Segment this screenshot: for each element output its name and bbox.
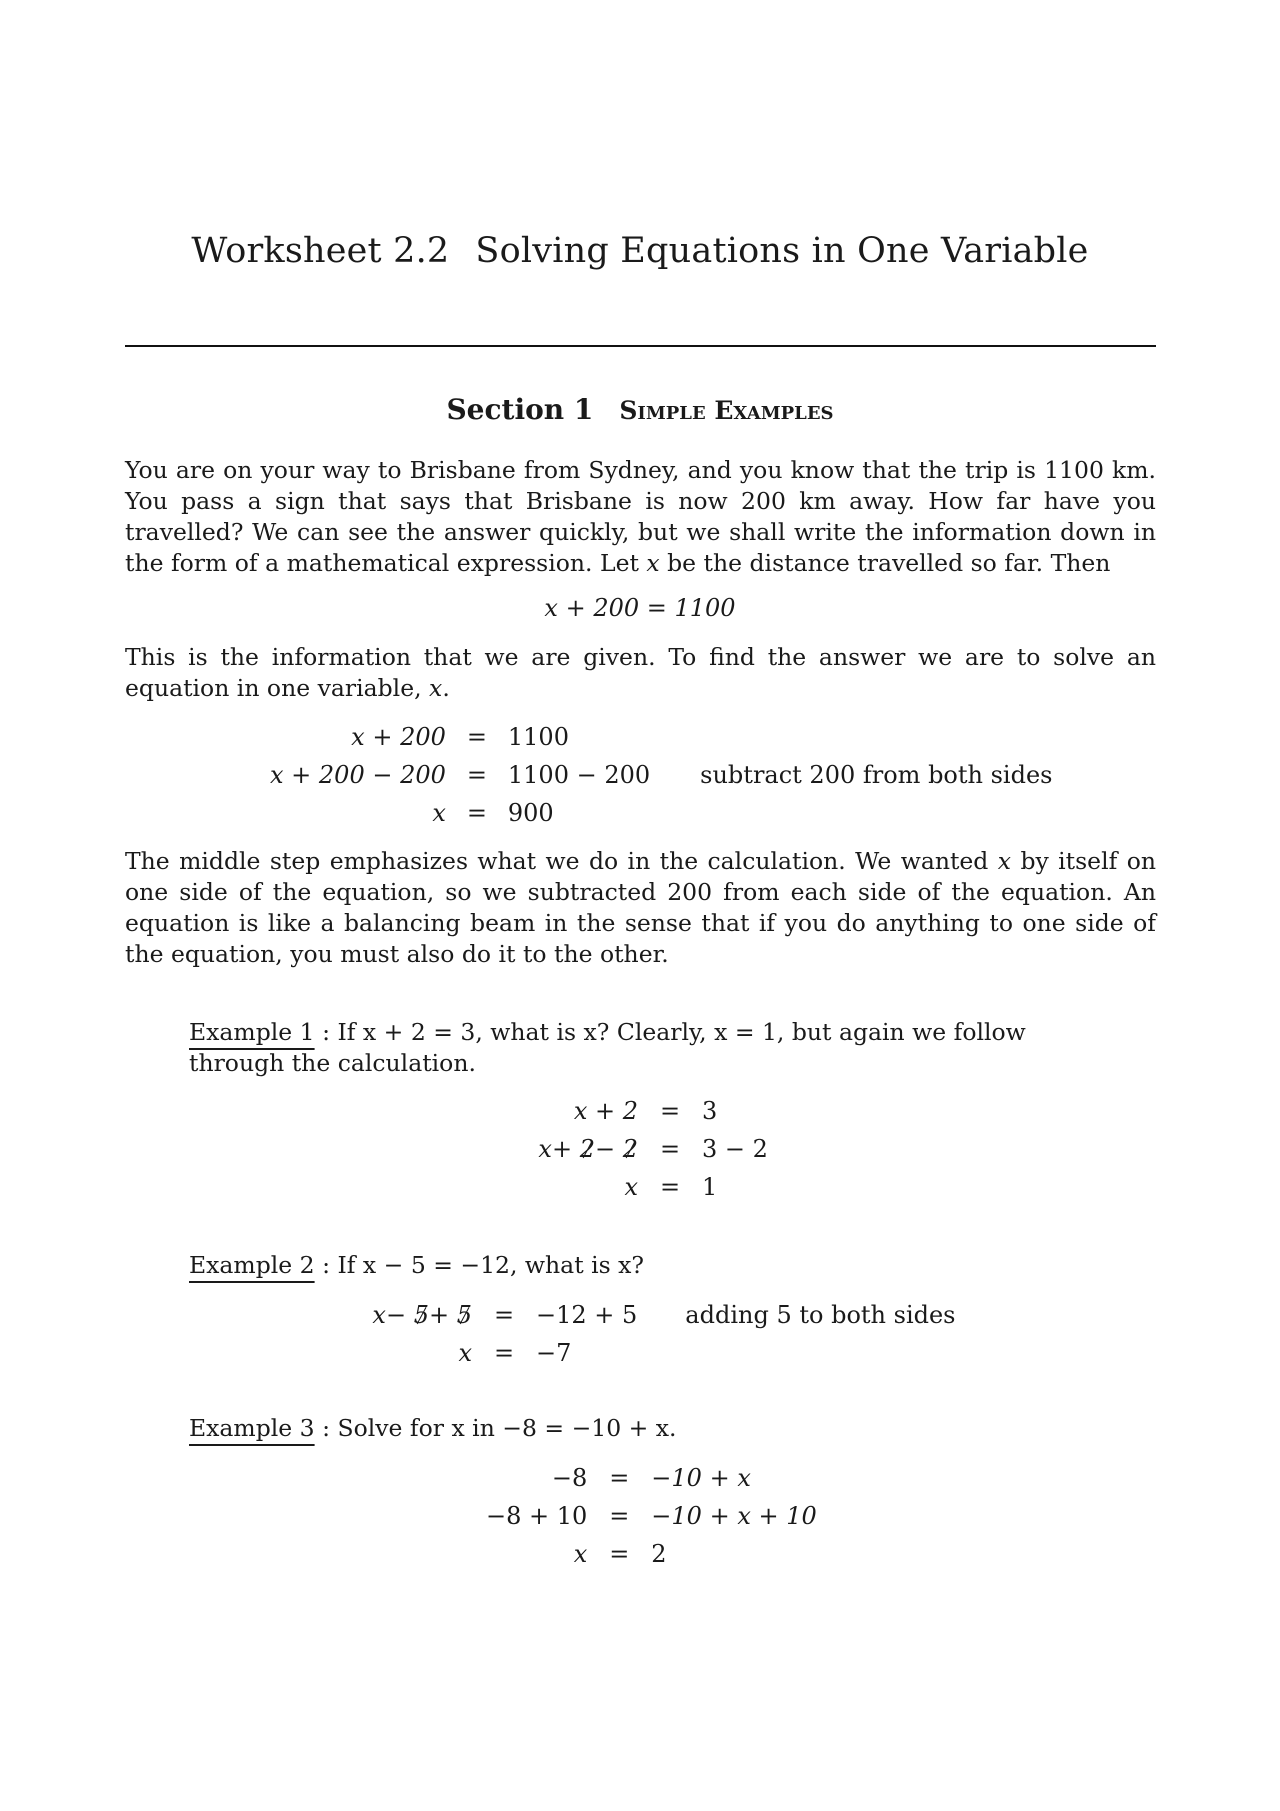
equation-lhs: x <box>458 1339 472 1367</box>
example-label: Example 3 <box>189 1414 315 1442</box>
section-heading <box>0 393 1280 426</box>
equation-lhs: x <box>624 1173 638 1201</box>
equation-equals: = <box>609 1464 630 1492</box>
example-3-steps <box>486 1459 817 1573</box>
equation-equals: = <box>493 1301 515 1329</box>
given-text-b: . <box>442 674 450 702</box>
example-colon: : <box>322 1018 330 1046</box>
explanation-paragraph <box>125 846 1156 970</box>
equation-equals: = <box>466 723 487 751</box>
cancelled-term: 5 <box>414 1296 429 1334</box>
given-paragraph <box>125 642 1156 704</box>
equation-row <box>360 1296 956 1334</box>
equation-rhs: 3 <box>702 1097 718 1125</box>
worksheet-number: Worksheet 2.2 <box>191 231 450 272</box>
equation-rhs: −12 + 5 <box>536 1301 638 1329</box>
equation-lhs: x + 200 − 200 <box>270 761 446 789</box>
solution-equations <box>270 718 1052 832</box>
equation-note <box>650 794 1052 832</box>
cancelled-term: 2 <box>623 1130 638 1168</box>
display-equation: x + 200 = 1100 <box>544 594 736 622</box>
explanation-variable: x <box>997 847 1012 875</box>
equation-row <box>486 1459 817 1497</box>
section-number: Section 1 <box>446 393 594 427</box>
equation-note: adding 5 to both sides <box>685 1301 956 1329</box>
equation-equals: = <box>659 1097 681 1125</box>
equation-row <box>486 1497 817 1535</box>
equation-equals: = <box>659 1135 681 1163</box>
intro-text-a: You are on your way to Brisbane from Sydney, and you know that the trip is 1100 km. You pass a sign that says that Brisbane is now 200 km away. How far have you travelled? We can see the answer quickly, but we shall write the information down in the form of a mathematical expression. Let <box>125 456 1156 577</box>
equation-row <box>270 718 1052 756</box>
equation-equals: = <box>659 1173 681 1201</box>
example-text: If x − 5 = −12, what is x? <box>337 1251 645 1279</box>
example-label: Example 2 <box>189 1251 315 1279</box>
equation-row <box>486 1535 817 1573</box>
equation-lhs: −8 + 10 <box>486 1502 588 1530</box>
equation-lhs <box>360 1296 472 1334</box>
equation-equals: = <box>493 1339 515 1367</box>
equation-rhs: 1100 <box>507 723 569 751</box>
equation-row <box>360 1334 956 1372</box>
page-title <box>0 231 1280 271</box>
example-3 <box>189 1413 1094 1444</box>
equation-row <box>520 1092 768 1130</box>
equation-rhs: 900 <box>507 799 554 827</box>
equation-lhs: x + 2 <box>573 1097 638 1125</box>
equation-rhs: 1100 − 200 <box>507 761 651 789</box>
lhs-part: x− <box>372 1301 414 1329</box>
equation-row <box>270 794 1052 832</box>
equation-rhs: 1 <box>702 1173 718 1201</box>
example-text: If x + 2 = 3, what is x? Clearly, x = 1, but again we follow through the calculation. <box>189 1018 1026 1077</box>
intro-variable: x <box>646 549 660 577</box>
equation-equals: = <box>466 799 487 827</box>
example-label: Example 1 <box>189 1018 315 1046</box>
example-colon: : <box>322 1251 330 1279</box>
equation-lhs: x + 200 <box>351 723 446 751</box>
equation-rhs: −10 + x + 10 <box>651 1502 817 1530</box>
example-2 <box>189 1250 1094 1281</box>
example-1-steps <box>520 1092 768 1206</box>
lhs-part: − <box>594 1135 623 1163</box>
equation-lhs: x <box>432 799 446 827</box>
equation-rhs: 3 − 2 <box>702 1135 768 1163</box>
equation-equals: = <box>609 1540 630 1568</box>
section-name: Simple Examples <box>619 396 834 426</box>
given-text-a: This is the information that we are given. To find the answer we are to solve an equation in one variable, <box>125 643 1156 702</box>
cancelled-term: 5 <box>457 1296 472 1334</box>
equation-note: subtract 200 from both sides <box>700 761 1053 789</box>
intro-paragraph <box>125 455 1156 579</box>
equation-row <box>520 1168 768 1206</box>
example-1 <box>189 1017 1094 1079</box>
lhs-part: x+ <box>538 1135 580 1163</box>
equation-rhs: −7 <box>536 1339 572 1367</box>
explanation-text-b: by itself on one side of the equation, so we subtracted 200 from each side of the equation. An equation is like a balancing beam in the sense that if you do anything to one side of the equation, you must also do it to the other. <box>125 847 1156 968</box>
example-colon: : <box>322 1414 330 1442</box>
equation-lhs <box>520 1130 638 1168</box>
worksheet-title-text: Solving Equations in One Variable <box>475 231 1089 272</box>
equation-note <box>650 718 1052 756</box>
explanation-text-a: The middle step emphasizes what we do in the calculation. We wanted <box>125 847 998 875</box>
equation-lhs: −8 <box>551 1464 588 1492</box>
equation-equals: = <box>609 1502 630 1530</box>
equation-lhs: x <box>573 1540 588 1568</box>
equation-equals: = <box>466 761 487 789</box>
equation-rhs: 2 <box>651 1540 667 1568</box>
equation-row <box>270 756 1052 794</box>
equation-rhs: −10 + x <box>651 1464 751 1492</box>
example-text: Solve for x in −8 = −10 + x. <box>337 1414 677 1442</box>
title-divider <box>125 345 1156 347</box>
lhs-part: + <box>428 1301 457 1329</box>
example-2-steps <box>360 1296 956 1372</box>
intro-text-b: be the distance travelled so far. Then <box>659 549 1111 577</box>
cancelled-term: 2 <box>580 1130 595 1168</box>
given-variable: x <box>429 674 443 702</box>
equation-row <box>520 1130 768 1168</box>
